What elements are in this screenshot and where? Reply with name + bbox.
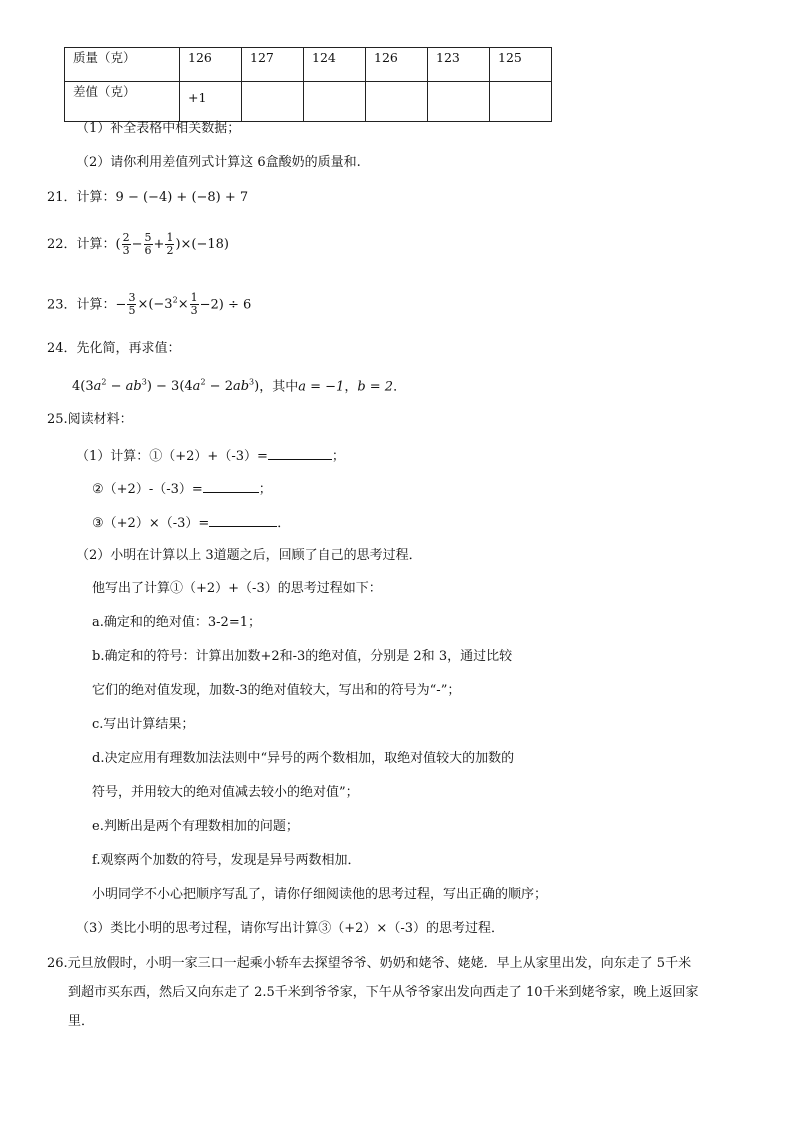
q20-part2: （2）请你利用差值列式计算这 6盒酸奶的质量和. (76, 155, 361, 170)
table-header-mass: 质量（克） (65, 48, 180, 82)
q25-part3: （3）类比小明的思考过程，请你写出计算③（+2）×（-3）的思考过程． (76, 921, 504, 936)
q25-step-d1: d.决定应用有理数加法法则中“异号的两个数相加，取绝对值较大的加数的 (92, 751, 515, 766)
q25-title: 25.阅读材料： (47, 412, 133, 427)
table-cell-empty (428, 82, 490, 122)
table-cell-empty (242, 82, 304, 122)
answer-blank[interactable] (268, 445, 332, 460)
q25-step-d2: 符号，并用较大的绝对值减去较小的绝对值”； (92, 785, 359, 800)
table-cell: 125 (490, 48, 552, 82)
q24-where: ，其中 (259, 379, 299, 395)
q26-line1: 26.元旦放假时，小明一家三口一起乘小轿车去探望爷爷、奶奶和姥爷、姥姥．早上从家里出发，向东走了 5千米 (47, 956, 692, 971)
q23-tail: −2) ÷ 6 (199, 297, 252, 313)
fraction: $\frac{3}{5}$ (128, 291, 136, 318)
q21 (47, 188, 248, 208)
table-header-difference: 差值（克） (65, 82, 180, 122)
table-cell-empty (366, 82, 428, 122)
q26-line3: 里． (68, 1014, 95, 1029)
q21-expression: 9 − (−4) + (−8) + 7 (115, 190, 249, 205)
table-cell: 126 (366, 48, 428, 82)
q26-line2: 到超市买东西，然后又向东走了 2.5千米到爷爷家，下午从爷爷家出发向西走了 10千米到姥爷家，晚上返回家 (68, 985, 699, 1000)
table-cell: +1 (180, 82, 242, 122)
fraction: $\frac{1}{2}$ (166, 231, 174, 257)
q24-a-value: a = −1 (298, 379, 345, 395)
q22-tail: ×(−18) (180, 237, 229, 252)
fraction: $\frac{5}{6}$ (144, 231, 152, 257)
q25-step-e: e.判断出是两个有理数相加的问题； (92, 819, 299, 834)
q25-p1-c: ③（+2）×（-3）= ． (92, 512, 290, 534)
q25-step-c: c.写出计算结果； (92, 717, 195, 732)
answer-blank[interactable] (203, 478, 259, 493)
table-cell: 126 (180, 48, 242, 82)
table-cell: 127 (242, 48, 304, 82)
q25-order-question: 小明同学不小心把顺序写乱了，请你仔细阅读他的思考过程，写出正确的顺序； (92, 887, 548, 902)
q20-part1: （1）补全表格中相关数据； (76, 121, 241, 136)
fraction: $\frac{1}{3}$ (190, 291, 198, 318)
q24-b-value: b = 2 (357, 379, 394, 395)
q23-prefix: 23．计算： (47, 297, 116, 313)
q25-step-a: a.确定和的绝对值：3-2=1； (92, 615, 261, 630)
q25-p1-a: （1）计算：①（+2）+（-3）= ； (76, 445, 345, 467)
q22-prefix: 22．计算： (47, 237, 116, 252)
q25-step-b1: b.确定和的符号：计算出加数+2和-3的绝对值，分别是 2和 3，通过比较 (92, 649, 513, 664)
q25-p1-b: ②（+2）-（-3）= ； (92, 478, 272, 500)
q23: 23．计算：− $\frac{3}{5}$ $\times(-3^2\times$ $\frac{1}{3}$ −2) ÷ 6 (47, 291, 252, 318)
table-cell: 124 (304, 48, 366, 82)
table-cell-empty (490, 82, 552, 122)
q21-prefix: 21．计算： (47, 190, 116, 205)
yogurt-mass-table (64, 47, 552, 122)
table-row (65, 48, 552, 82)
fraction: $\frac{2}{3}$ (122, 231, 130, 257)
table-cell-empty (304, 82, 366, 122)
answer-blank[interactable] (209, 512, 277, 527)
q24-title: 24．先化简，再求值： (47, 341, 181, 356)
table-row (65, 82, 552, 122)
q25-step-b2: 它们的绝对值发现，加数-3的绝对值较大，写出和的符号为“-”； (92, 683, 461, 698)
q25-p2-line: 他写出了计算①（+2）+（-3）的思考过程如下： (92, 581, 382, 596)
q25-step-f: f.观察两个加数的符号，发现是异号两数相加． (92, 853, 361, 868)
table-cell: 123 (428, 48, 490, 82)
q24-expression: $4(3a^2 - ab^3) - 3(4a^2 - 2ab^3)$，其中a = −1，b = 2． (72, 378, 407, 395)
q22: 22．计算：( $\frac{2}{3}$ − $\frac{5}{6}$ + $\frac{1}{2}$ )×(−18) (47, 231, 229, 257)
q25-p2-intro: （2）小明在计算以上 3道题之后，回顾了自己的思考过程． (76, 548, 422, 563)
